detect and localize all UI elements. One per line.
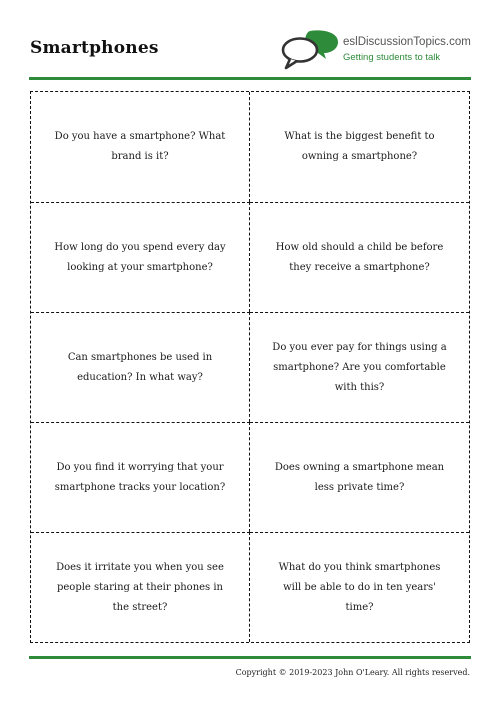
question-card: How long do you spend every day looking at your smartphone? xyxy=(31,202,250,312)
question-card: Can smartphones be used in education? In what way? xyxy=(31,312,250,422)
page-title: Smartphones xyxy=(30,38,159,58)
question-card: Do you have a smartphone? What brand is it? xyxy=(31,92,250,202)
question-card: Do you find it worrying that your smartphone tracks your location? xyxy=(31,422,250,532)
question-card: What is the biggest benefit to owning a smartphone? xyxy=(284,131,435,162)
speech-bubbles-icon xyxy=(280,28,342,72)
question-card: What do you think smartphones will be able to do in ten years' time? xyxy=(250,532,469,642)
brand-tagline: Getting students to talk xyxy=(343,52,441,63)
copyright-notice: Copyright © 2019-2023 John O'Leary. All rights reserved. xyxy=(235,668,470,677)
header-divider xyxy=(29,77,471,80)
question-card: Does it irritate you when you see people staring at their phones in the street? xyxy=(31,532,250,642)
question-card: Do you ever pay for things using a smartphone? Are you comfortable with this? xyxy=(250,312,469,422)
question-card-grid xyxy=(30,91,470,643)
footer-divider xyxy=(29,656,471,659)
brand-name: eslDiscussionTopics.com xyxy=(343,36,471,48)
question-card: Does owning a smartphone mean less private time? xyxy=(250,422,469,532)
question-card: How old should a child be before they receive a smartphone? xyxy=(250,202,469,312)
site-logo[interactable] xyxy=(280,28,480,72)
